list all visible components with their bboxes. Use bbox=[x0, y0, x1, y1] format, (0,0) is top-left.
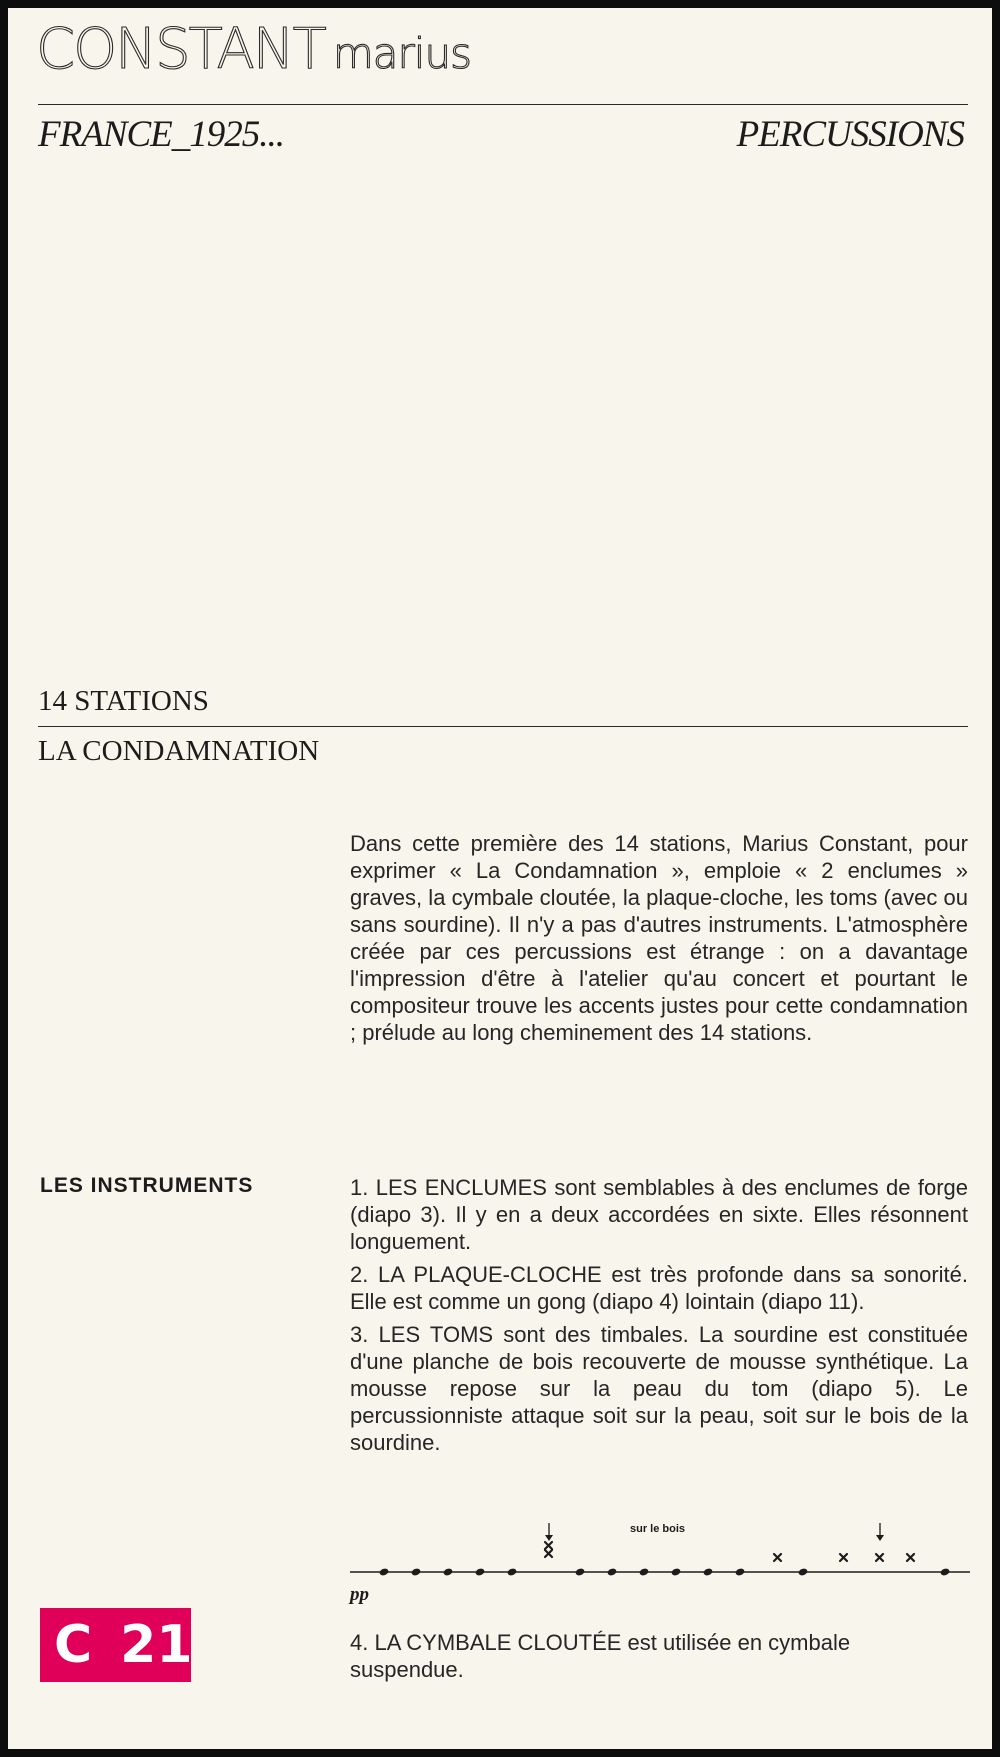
work-divider bbox=[38, 726, 968, 727]
badge-number: 21 bbox=[120, 1615, 193, 1675]
intro-paragraph: Dans cette première des 14 stations, Marius Constant, pour exprimer « La Condamnation », emploie « 2 enclumes » graves, la cymbale cloutée, la plaque-cloche, les toms (avec ou sans sourdine). Il n'y a pas d'autres instruments. L'atmosphère créée par ces percussions est étrange : on a davantage l'impression d'être à l'atelier qu'au concert et pourtant le compositeur trouve les accents justes pour cette condamnation ; prélude au long cheminement des 14 stations. bbox=[350, 831, 968, 1045]
composer-surname: CONSTANT bbox=[36, 17, 325, 82]
instrument-item-toms: 3. LES TOMS sont des timbales. La sourdine est constituée d'une planche de bois recouverte de mousse synthétique. La mousse repose sur la peau du tom (diapo 5). Le percussionniste attaque soit sur la peau, soit sur le bois de la sourdine. bbox=[350, 1322, 968, 1455]
wood-strike-marks bbox=[545, 1542, 914, 1561]
category-label: PERCUSSIONS bbox=[736, 114, 964, 155]
score-annotation: sur le bois bbox=[630, 1523, 686, 1535]
rhythm-notation bbox=[348, 1520, 972, 1590]
accent-arrow-icon bbox=[545, 1523, 884, 1541]
header-divider bbox=[38, 104, 968, 105]
composer-firstname: marius bbox=[332, 29, 471, 78]
dynamic-marking: pp bbox=[350, 1584, 369, 1605]
composer-name bbox=[36, 17, 471, 82]
composer-origin: FRANCE_1925... bbox=[38, 114, 285, 155]
rhythm-notation-graphic bbox=[348, 1520, 972, 1590]
work-title: 14 STATIONS bbox=[38, 685, 209, 717]
instruments-heading: LES INSTRUMENTS bbox=[40, 1174, 254, 1197]
instruments-list-continued bbox=[350, 1629, 968, 1683]
instrument-item-anvils: 1. LES ENCLUMES sont semblables à des enclumes de forge (diapo 3). Il y en a deux accordées en sixte. Elles résonnent longuement. bbox=[350, 1175, 968, 1254]
badge-letter: C bbox=[54, 1615, 93, 1675]
card-code-badge bbox=[40, 1608, 191, 1682]
instrument-item-cymbal: 4. LA CYMBALE CLOUTÉE est utilisée en cymbale suspendue. bbox=[350, 1630, 851, 1682]
instruments-list bbox=[350, 1174, 968, 1462]
document-page bbox=[8, 8, 992, 1749]
instrument-item-bell-plate: 2. LA PLAQUE-CLOCHE est très profonde dans sa sonorité. Elle est comme un gong (diapo 4) lointain (diapo 11). bbox=[350, 1262, 968, 1314]
movement-title: LA CONDAMNATION bbox=[38, 735, 320, 767]
